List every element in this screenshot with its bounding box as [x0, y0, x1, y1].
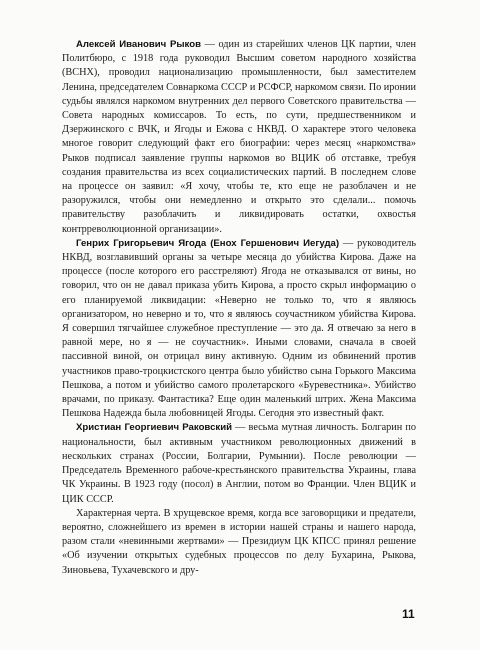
paragraph-characteristic [62, 507, 416, 578]
paragraph-text: — весьма мутная личность. Болгарин по национальности, был активным участником революционных движений в нескольких странах (России, Болгарии, Румынии). После революции — Председатель Временного рабоче-крестьянского правительства Украины, глава ЧК Украины. В 1923 году (посол) в Англии, потом во Франции. Член ВЦИК и ЦИК СССР. [62, 422, 417, 505]
bio-name-rykov: Алексей Иванович Рыков [76, 39, 201, 50]
paragraph-text: Характерная черта. В хрущевское время, когда все заговорщики и предатели, вероятно, сложнейшего из времен в истории нашей страны и нашего народа, разом стали «невинными жертвами» — Президиум ЦК КПСС принял решение «Об изучении открытых судебных процессов по делу Бухарина, Рыкова, Зиновьева, Тухачевского и дру- [62, 507, 416, 576]
paragraph-rykov [62, 38, 416, 237]
paragraph-rakovsky [62, 421, 416, 506]
paragraph-text: — руководитель НКВД, возглавивший органы за четыре месяца до убийства Кирова. Даже на процессе (после которого его расстреляют) Ягода не отказывался от вины, но говорил, что он не давал приказа убить Кирова, а просто скрыл информацию о его планируемой ликвидации: «Неверно не только то, что я являюсь организатором, но неверно и то, что я являюсь соучастником убийства Кирова. Я совершил тягчайшее служебное преступление — это да. Я отвечаю за него в равной мере, но я — не соучастник». Иными словами, сначала в своей пассивной виной, он отрицал вину активную. Одним из обвинений против участников право-троцкистского центра было убийство сына Горького Максима Пешкова, а потом и убийство самого пролетарского «Буревестника». Убийство врачами, по приказу. Фантастика? Еще один маленький штрих. Жена Максима Пешкова Надежда была любовницей Ягоды. Сегодня это известный факт. [62, 237, 417, 420]
paragraph-text: — один из старейших членов ЦК партии, член Политбюро, с 1918 года руководил Высшим советом народного хозяйства (ВСНХ), проводил национализацию промышленности, был заместителем Ленина, председателем Совнаркома СССР и РСФСР, наркомом связи. По иронии судьбы являлся наркомом внутренних дел первого Советского правительства — Совета народных комиссаров. То есть, по сути, предшественником и Дзержинского с ВЧК, и Ягоды и Ежова с НКВД. О характере этого человека многое говорит следующий факт его биографии: через месяц «наркомства» Рыков подписал заявление группы наркомов во ВЦИК об отставке, требуя создания правительства из всех социалистических партий. В последнем слове на процессе он заявил: «Я хочу, чтобы те, кто еще не разоблачен и не разоружился, чтобы они немедленно и открыто это сделали... помочь правительству разоблачить и ликвидировать остатки, охвостья контрреволюционной организации». [62, 39, 416, 235]
bio-name-rakovsky: Христиан Георгиевич Раковский [76, 422, 233, 434]
page-text [62, 38, 416, 578]
bio-name-yagoda: Генрих Григорьевич Ягода (Енох Гершенович Иегуда) [76, 237, 340, 249]
page-number: 11 [402, 607, 415, 621]
paragraph-yagoda [62, 237, 416, 422]
